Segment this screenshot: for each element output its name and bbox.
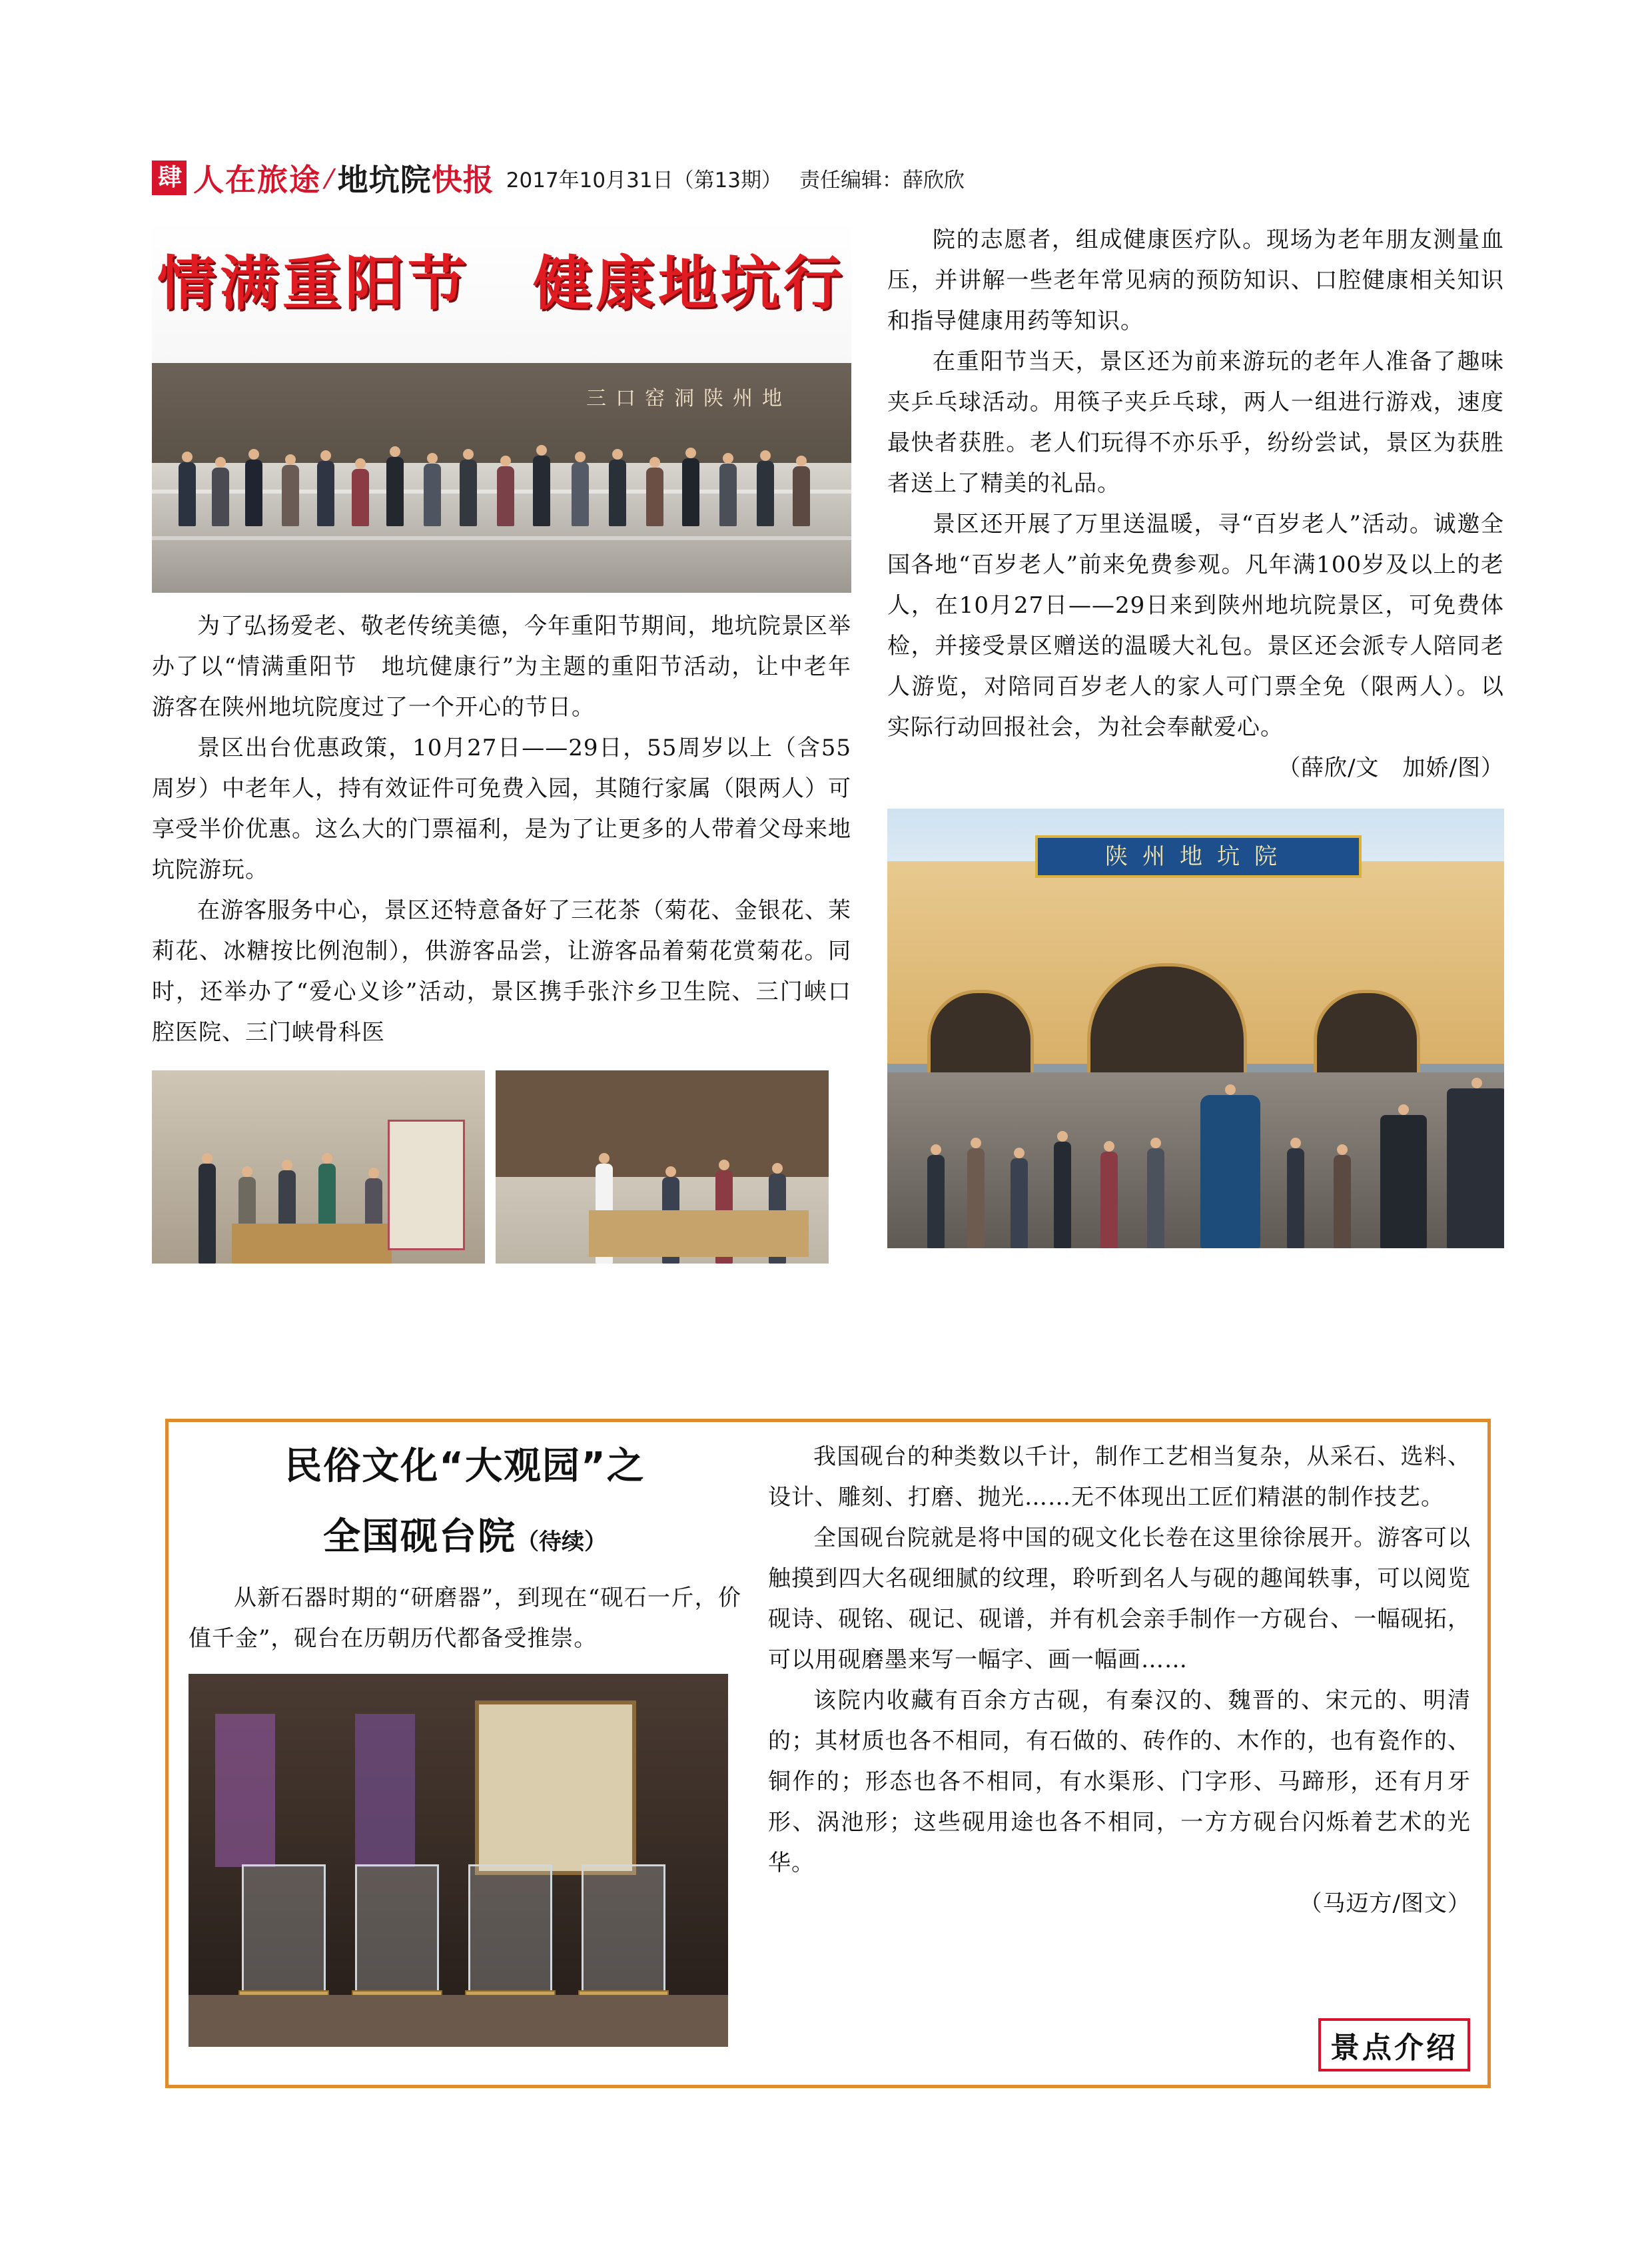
photo-inkstone-museum <box>189 1674 728 2047</box>
photo-tea-service <box>152 1070 485 1264</box>
photo-row-clinic <box>152 1070 851 1264</box>
photo-opening-ceremony <box>152 220 851 593</box>
right-column <box>887 220 1504 1248</box>
paragraph: 景区出台优惠政策，10月27日——29日，55周岁以上（含55周岁）中老年人，持有效证件可免费入园，其随行家属（限两人）可享受半价优惠。这么大的门票福利，是为了让更多的人带着父母来地坑院游玩。 <box>152 735 851 883</box>
gate-plaque-text: 陕州地坑院 <box>1035 835 1362 878</box>
banner-headline: 情满重阳节 健康地坑行 <box>157 249 846 318</box>
paragraph: 景区还开展了万里送温暖，寻“百岁老人”活动。诚邀全国各地“百岁老人”前来免费参观。凡年满100岁及以上的老人，在10月27日——29日来到陕州地坑院景区，可免费体检，并接受景区赠送的温暖大礼包。景区还会派专人陪同老人游览，对陪同百岁老人的家人可门票全免（限两人）。以实际行动回报社会，为社会奉献爱心。 <box>887 511 1504 741</box>
gate-crowd <box>887 1082 1504 1248</box>
brand-dikengyuan: 地坑院 <box>337 162 432 198</box>
photo-free-clinic <box>496 1070 829 1264</box>
brand-travel: 人在旅途 <box>193 162 321 198</box>
paragraph: 该院内收藏有百余方古砚，有秦汉的、魏晋的、宋元的、明清的；其材质也各不相同，有石做的、砖作的、木作的，也有瓷作的、铜作的；形态也各不相同，有水渠形、门字形、马蹄形，还有月牙形、涡池形；这些砚用途也各不相同，一方方砚台闪烁着艺术的光华。 <box>768 1687 1471 1876</box>
left-column <box>152 220 851 1264</box>
paragraph: 从新石器时期的“研磨器”，到现在“砚石一斤，价值千金”，砚台在历朝历代都备受推崇。 <box>189 1585 741 1652</box>
paragraph: 为了弘扬爱老、敬老传统美德，今年重阳节期间，地坑院景区举办了以“情满重阳节 地坑健康行”为主题的重阳节活动，让中老年游客在陕州地坑院度过了一个开心的节日。 <box>152 613 851 721</box>
feature-title-line2 <box>189 1507 741 1561</box>
brand-slash: / <box>321 161 338 195</box>
article-byline: （薛欣/文 加娇/图） <box>1278 755 1504 781</box>
feature-left <box>189 1437 741 2047</box>
article-right-body <box>887 220 1504 789</box>
feature-title-main: 全国砚台院 <box>323 1515 516 1559</box>
article-left-body <box>152 606 851 1053</box>
feature-right <box>768 1437 1471 1924</box>
issue-date: 2017年10月31日（第13期） <box>506 168 783 192</box>
feature-byline: （马迈方/图文） <box>1299 1890 1471 1917</box>
feature-lead <box>189 1578 741 1659</box>
paragraph: 在重阳节当天，景区还为前来游玩的老年人准备了趣味夹乒乓球活动。用筷子夹乒乓球，两人一组进行游戏，速度最快者获胜。老人们玩得不亦乐乎，纷纷尝试，景区为获胜者送上了精美的礼品。 <box>887 348 1504 497</box>
masthead <box>152 155 1504 201</box>
section-stamp: 景点介绍 <box>1318 2018 1470 2071</box>
feature-title-sub: （待续） <box>516 1529 607 1555</box>
paragraph: 院的志愿者，组成健康医疗队。现场为老年朋友测量血压，并讲解一些老年常见病的预防知识、口腔健康相关知识和指导健康用药等知识。 <box>887 226 1504 334</box>
feature-title-line1: 民俗文化“大观园”之 <box>284 1445 645 1488</box>
photo-scenic-gate <box>887 809 1504 1248</box>
paragraph: 全国砚台院就是将中国的砚文化长卷在这里徐徐展开。游客可以触摸到四大名砚细腻的纹理，聆听到名人与砚的趣闻轶事，可以阅览砚诗、砚铭、砚记、砚谱，并有机会亲手制作一方砚台、一幅砚拓，可以用砚磨墨来写一幅字、画一幅画…… <box>768 1525 1471 1673</box>
brand-express: 快报 <box>431 162 494 198</box>
paragraph: 在游客服务中心，景区还特意备好了三花茶（菊花、金银花、茉莉花、冰糖按比例泡制），供游客品尝，让游客品着菊花赏菊花。同时，还举办了“爱心义诊”活动，景区携手张汴乡卫生院、三门峡口腔医院、三门峡骨科医 <box>152 897 851 1046</box>
issue-badge: 肆 <box>152 161 187 195</box>
feature-box <box>165 1419 1491 2088</box>
editor-line: 责任编辑：薛欣欣 <box>799 168 965 192</box>
photo-crowd <box>152 420 851 526</box>
wall-sign-text: 三口窑洞陕州地 <box>586 387 791 410</box>
paragraph: 我国砚台的种类数以千计，制作工艺相当复杂，从采石、选料、设计、雕刻、打磨、抛光……无不体现出工匠们精湛的制作技艺。 <box>768 1443 1471 1511</box>
